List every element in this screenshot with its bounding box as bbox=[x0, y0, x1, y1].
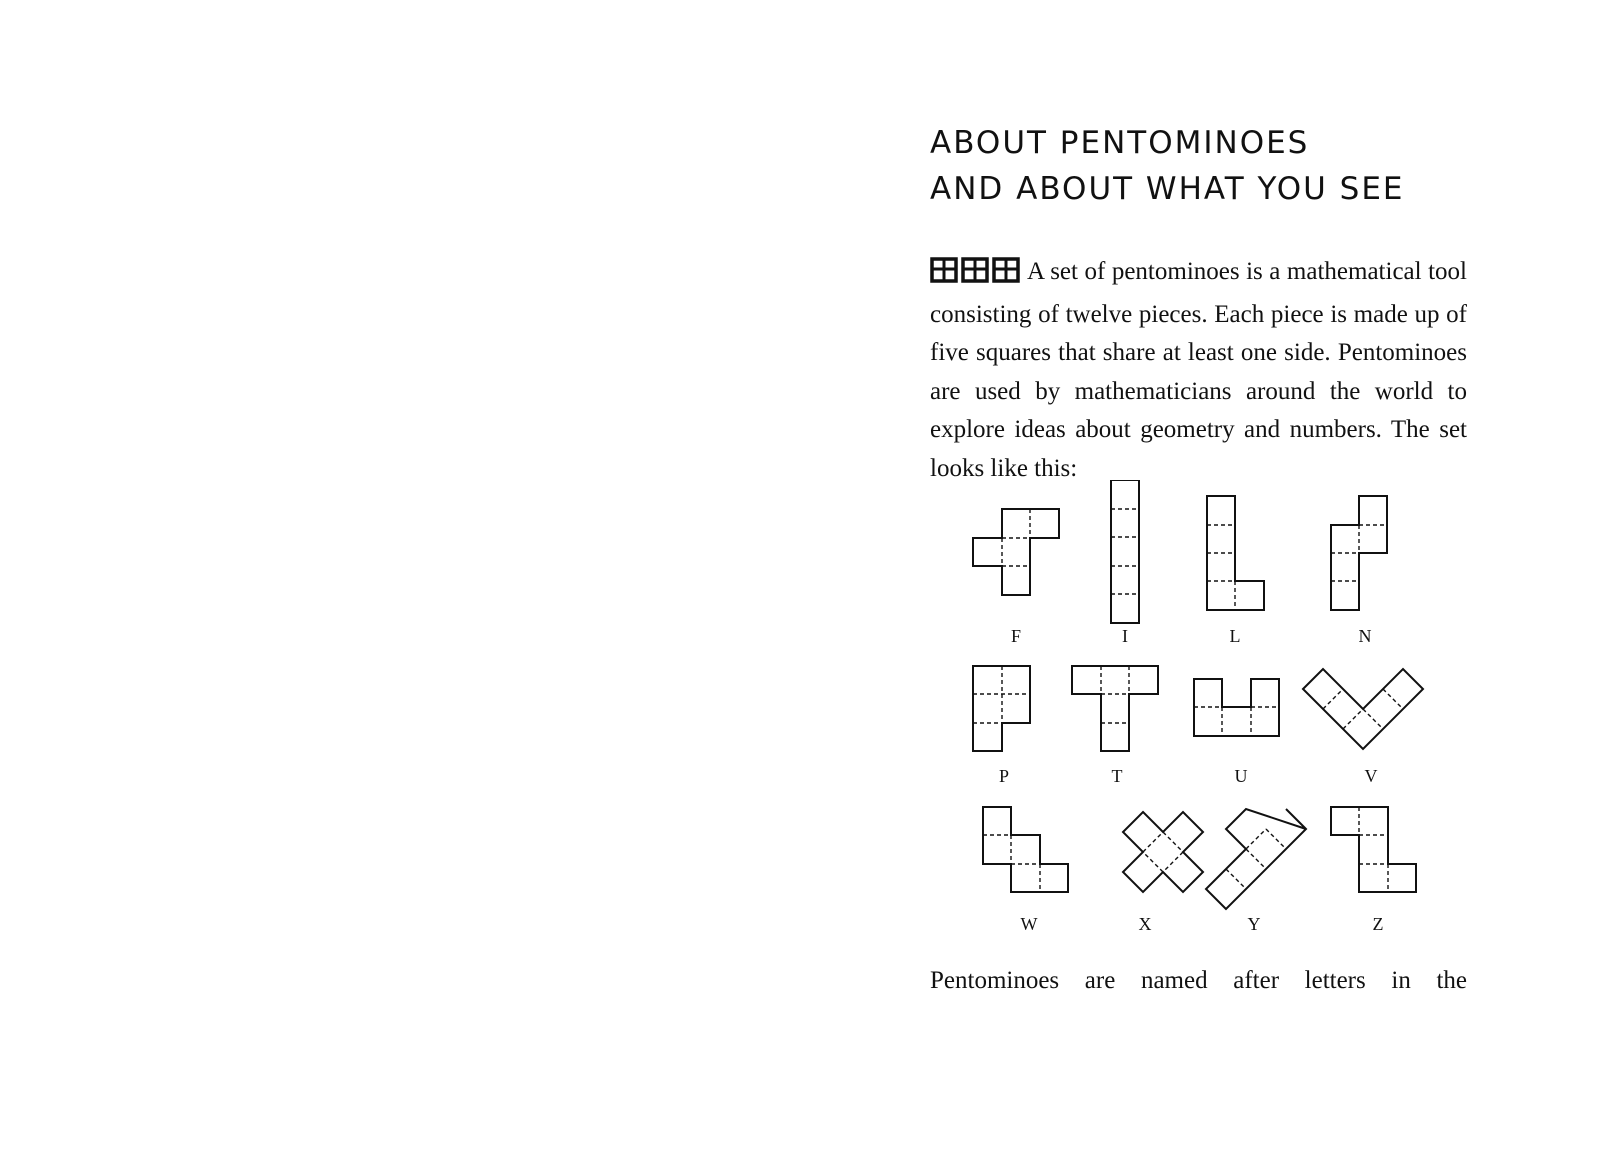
pentomino-label: N bbox=[1358, 626, 1372, 646]
pentomino-label: X bbox=[1138, 914, 1152, 934]
pentomino-w bbox=[983, 807, 1068, 892]
pentomino-f bbox=[973, 509, 1059, 595]
pentomino-label: Z bbox=[1372, 914, 1384, 934]
pentomino-label: U bbox=[1234, 766, 1248, 786]
pentomino-label: L bbox=[1229, 626, 1241, 646]
window-square-icon bbox=[992, 257, 1020, 283]
pentomino-label: Y bbox=[1247, 914, 1261, 934]
title-line-1: ABOUT PENTOMINOES bbox=[930, 125, 1310, 161]
pentomino-v bbox=[1303, 669, 1423, 749]
pentomino-label: F bbox=[1010, 626, 1022, 646]
title-line-2: AND ABOUT WHAT YOU SEE bbox=[930, 171, 1405, 207]
pentomino-l bbox=[1207, 496, 1264, 610]
pentomino-label: V bbox=[1364, 766, 1378, 786]
pentomino-z bbox=[1331, 807, 1416, 892]
intro-text: A set of pentominoes is a mathematical tool consisting of twelve pieces. Each piece is made up of five squares that share at least one side. Pentominoes are used by mathematicians around the world to explore ideas about geometry and numbers. The set looks like this: bbox=[930, 258, 1467, 482]
ornament-group bbox=[930, 257, 1023, 296]
pentomino-i bbox=[1111, 480, 1139, 623]
pentomino-n bbox=[1331, 496, 1387, 610]
pentomino-label: P bbox=[998, 766, 1010, 786]
window-square-icon bbox=[930, 257, 958, 283]
pentomino-label: I bbox=[1122, 626, 1128, 646]
pentomino-label: W bbox=[1020, 914, 1038, 934]
pentomino-t bbox=[1072, 666, 1158, 751]
window-square-icon bbox=[961, 257, 989, 283]
pentomino-label: T bbox=[1111, 766, 1123, 786]
right-page bbox=[930, 0, 1470, 1162]
pentomino-y bbox=[1206, 809, 1306, 909]
pentomino-set-diagram bbox=[930, 480, 1470, 970]
page-title bbox=[930, 120, 1470, 212]
pentomino-x bbox=[1123, 812, 1203, 892]
pentomino-u bbox=[1194, 679, 1279, 736]
pentomino-p bbox=[973, 666, 1030, 751]
intro-paragraph bbox=[930, 253, 1467, 488]
continuation-paragraph: Pentominoes are named after letters in the bbox=[930, 967, 1467, 994]
